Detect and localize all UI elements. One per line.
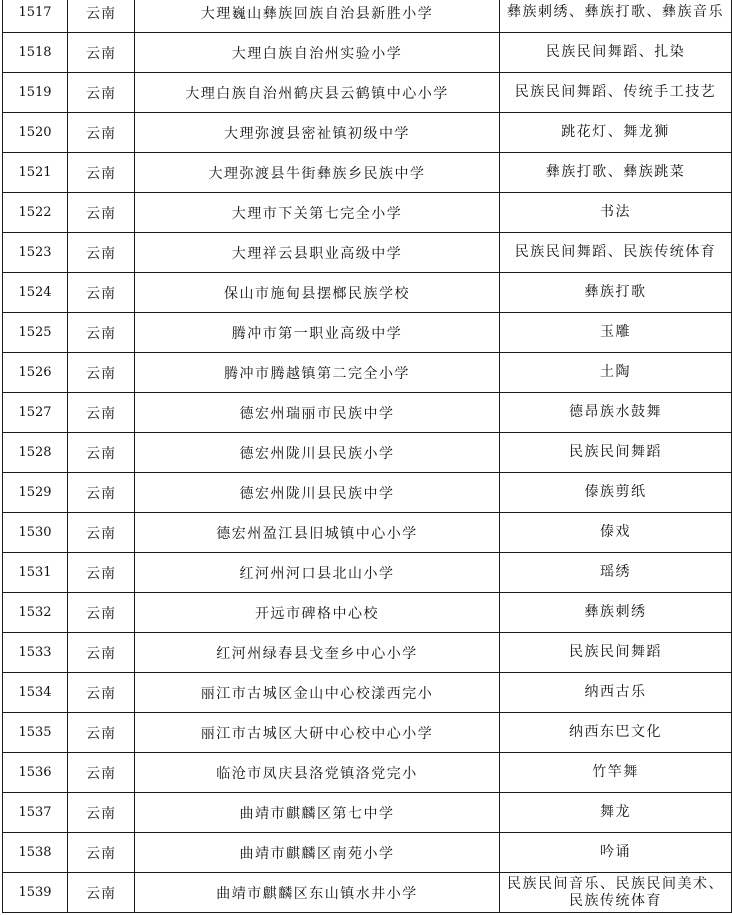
project-text: 傣戏	[600, 524, 631, 540]
school-name-cell: 大理白族自治州鹤庆县云鹤镇中心小学	[135, 73, 500, 113]
project-text: 纳西东巴文化	[569, 724, 662, 740]
province-cell: 云南	[68, 513, 135, 553]
table-row	[3, 433, 732, 473]
province-cell: 云南	[68, 73, 135, 113]
province-cell: 云南	[68, 873, 135, 913]
province-cell: 云南	[68, 153, 135, 193]
province-cell: 云南	[68, 33, 135, 73]
project-cell	[500, 233, 732, 273]
school-name-cell: 德宏州陇川县民族小学	[135, 433, 500, 473]
school-list-table	[2, 0, 732, 913]
project-text: 吟诵	[600, 844, 631, 860]
table-row	[3, 713, 732, 753]
row-number: 1526	[3, 353, 68, 393]
table-row	[3, 393, 732, 433]
province-cell: 云南	[68, 353, 135, 393]
project-text: 竹竿舞	[592, 764, 639, 780]
table-row	[3, 273, 732, 313]
school-name-cell: 丽江市古城区大研中心校中心小学	[135, 713, 500, 753]
province-cell: 云南	[68, 473, 135, 513]
row-number: 1527	[3, 393, 68, 433]
table-row	[3, 833, 732, 873]
project-text: 民族民间舞蹈、扎染	[545, 44, 686, 60]
table-row	[3, 353, 732, 393]
row-number: 1529	[3, 473, 68, 513]
project-cell	[500, 73, 732, 113]
project-cell	[500, 753, 732, 793]
project-text: 民族民间音乐、民族民间美术、	[507, 875, 724, 892]
project-cell	[500, 593, 732, 633]
row-number: 1537	[3, 793, 68, 833]
table-row	[3, 473, 732, 513]
school-name-cell: 临沧市凤庆县洛党镇洛党完小	[135, 753, 500, 793]
school-name-cell: 大理弥渡县密祉镇初级中学	[135, 113, 500, 153]
project-cell	[500, 0, 732, 33]
table-row	[3, 673, 732, 713]
project-text: 纳西古乐	[584, 684, 647, 700]
school-name-cell: 开远市碑格中心校	[135, 593, 500, 633]
project-text: 彝族刺绣、彝族打歌、彝族音乐	[507, 4, 724, 20]
project-cell	[500, 113, 732, 153]
project-cell	[500, 553, 732, 593]
province-cell: 云南	[68, 393, 135, 433]
table-row	[3, 593, 732, 633]
table-row	[3, 753, 732, 793]
project-cell	[500, 633, 732, 673]
school-name-cell: 德宏州盈江县旧城镇中心小学	[135, 513, 500, 553]
row-number: 1534	[3, 673, 68, 713]
row-number: 1538	[3, 833, 68, 873]
row-number: 1523	[3, 233, 68, 273]
province-cell: 云南	[68, 593, 135, 633]
province-cell: 云南	[68, 113, 135, 153]
row-number: 1519	[3, 73, 68, 113]
row-number: 1521	[3, 153, 68, 193]
province-cell: 云南	[68, 633, 135, 673]
project-cell	[500, 513, 732, 553]
project-cell	[500, 673, 732, 713]
province-cell: 云南	[68, 313, 135, 353]
table-row	[3, 233, 732, 273]
table-row	[3, 793, 732, 833]
table-row	[3, 313, 732, 353]
project-text: 书法	[600, 204, 631, 220]
row-number: 1533	[3, 633, 68, 673]
project-cell	[500, 713, 732, 753]
school-name-cell: 大理弥渡县牛街彝族乡民族中学	[135, 153, 500, 193]
school-name-cell: 大理市下关第七完全小学	[135, 193, 500, 233]
project-text: 彝族刺绣	[584, 604, 647, 620]
row-number: 1539	[3, 873, 68, 913]
project-text: 民族民间舞蹈	[569, 444, 662, 460]
province-cell: 云南	[68, 273, 135, 313]
table-row	[3, 153, 732, 193]
province-cell: 云南	[68, 193, 135, 233]
row-number: 1531	[3, 553, 68, 593]
project-cell	[500, 273, 732, 313]
project-text: 玉雕	[600, 324, 631, 340]
table-row	[3, 513, 732, 553]
province-cell: 云南	[68, 0, 135, 33]
school-name-cell: 保山市施甸县摆榔民族学校	[135, 273, 500, 313]
project-text: 土陶	[600, 364, 631, 380]
school-name-cell: 丽江市古城区金山中心校漾西完小	[135, 673, 500, 713]
project-cell	[500, 313, 732, 353]
row-number: 1536	[3, 753, 68, 793]
school-name-cell: 腾冲市腾越镇第二完全小学	[135, 353, 500, 393]
province-cell: 云南	[68, 833, 135, 873]
school-name-cell: 曲靖市麒麟区南苑小学	[135, 833, 500, 873]
row-number: 1524	[3, 273, 68, 313]
table-body	[3, 0, 732, 913]
province-cell: 云南	[68, 713, 135, 753]
province-cell: 云南	[68, 793, 135, 833]
row-number: 1528	[3, 433, 68, 473]
project-text: 瑶绣	[600, 564, 631, 580]
school-name-cell: 腾冲市第一职业高级中学	[135, 313, 500, 353]
project-cell	[500, 793, 732, 833]
table-row	[3, 113, 732, 153]
project-cell	[500, 433, 732, 473]
table-row	[3, 873, 732, 913]
school-name-cell: 曲靖市麒麟区东山镇水井小学	[135, 873, 500, 913]
project-cell	[500, 473, 732, 513]
project-text: 民族民间舞蹈	[569, 644, 662, 660]
province-cell: 云南	[68, 433, 135, 473]
project-cell	[500, 353, 732, 393]
project-text: 舞龙	[600, 804, 631, 820]
row-number: 1525	[3, 313, 68, 353]
province-cell: 云南	[68, 553, 135, 593]
table-row	[3, 633, 732, 673]
project-text: 民族民间舞蹈、传统手工技艺	[514, 84, 717, 100]
school-name-cell: 德宏州陇川县民族中学	[135, 473, 500, 513]
school-name-cell: 大理白族自治州实验小学	[135, 33, 500, 73]
project-text: 德昂族水鼓舞	[569, 404, 662, 420]
project-text: 彝族打歌	[584, 284, 647, 300]
province-cell: 云南	[68, 233, 135, 273]
project-text: 民族民间舞蹈、民族传统体育	[514, 244, 717, 260]
province-cell: 云南	[68, 673, 135, 713]
project-cell	[500, 833, 732, 873]
row-number: 1522	[3, 193, 68, 233]
province-cell: 云南	[68, 753, 135, 793]
project-text: 跳花灯、舞龙狮	[561, 124, 670, 140]
school-name-cell: 大理祥云县职业高级中学	[135, 233, 500, 273]
school-name-cell: 曲靖市麒麟区第七中学	[135, 793, 500, 833]
project-cell	[500, 33, 732, 73]
school-name-cell: 大理巍山彝族回族自治县新胜小学	[135, 0, 500, 33]
project-cell	[500, 393, 732, 433]
row-number: 1532	[3, 593, 68, 633]
table-row	[3, 0, 732, 33]
row-number: 1520	[3, 113, 68, 153]
table-row	[3, 553, 732, 593]
row-number: 1535	[3, 713, 68, 753]
project-cell	[500, 153, 732, 193]
row-number: 1518	[3, 33, 68, 73]
project-cell	[500, 873, 732, 913]
row-number: 1530	[3, 513, 68, 553]
project-cell	[500, 193, 732, 233]
table-row	[3, 33, 732, 73]
school-name-cell: 红河州河口县北山小学	[135, 553, 500, 593]
school-name-cell: 红河州绿春县戈奎乡中心小学	[135, 633, 500, 673]
project-text: 民族传统体育	[569, 892, 662, 909]
table-row	[3, 73, 732, 113]
school-name-cell: 德宏州瑞丽市民族中学	[135, 393, 500, 433]
row-number: 1517	[3, 0, 68, 33]
table-row	[3, 193, 732, 233]
project-text: 彝族打歌、彝族跳菜	[545, 164, 686, 180]
project-text: 傣族剪纸	[584, 484, 647, 500]
